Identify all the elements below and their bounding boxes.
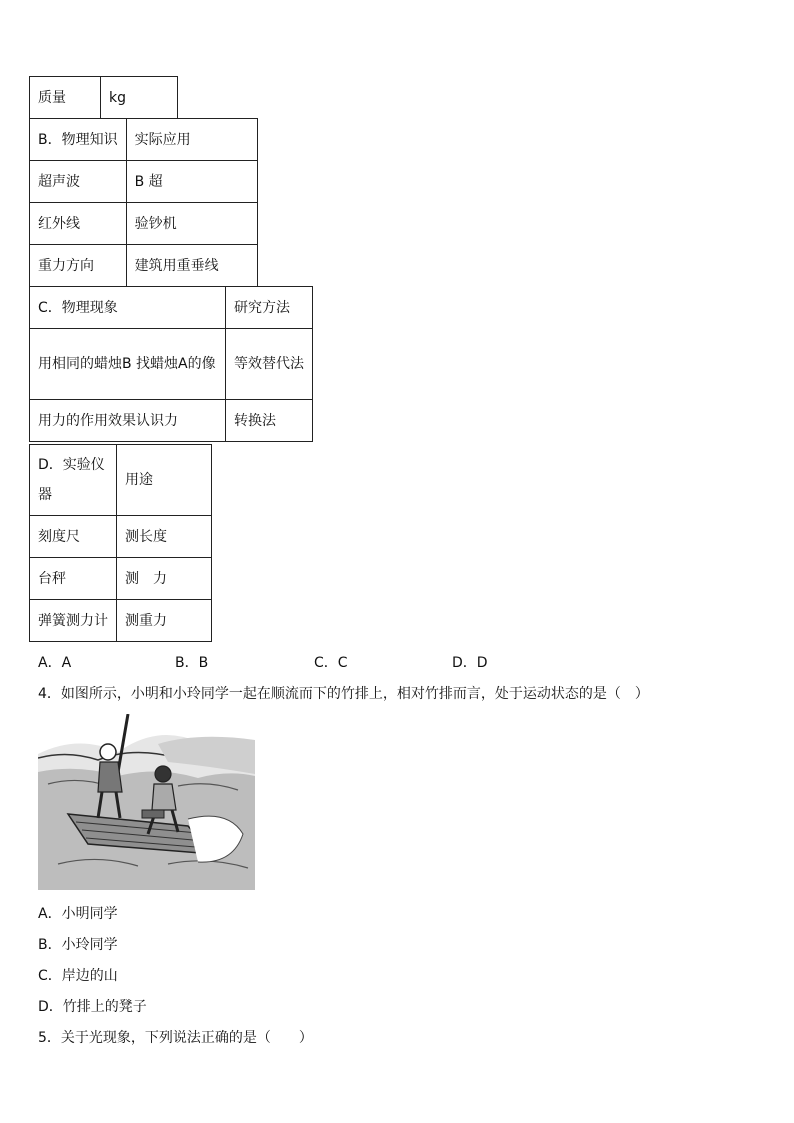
table-cell: 测重力 bbox=[117, 600, 212, 642]
table-cell: 弹簧测力计 bbox=[30, 600, 117, 642]
table-row bbox=[30, 203, 258, 245]
q3-option-a[interactable]: A．A bbox=[38, 655, 72, 671]
table-cell: 转换法 bbox=[226, 400, 313, 442]
table-row bbox=[30, 516, 212, 558]
table-physics-phenomena bbox=[29, 286, 313, 442]
q3-options bbox=[38, 652, 558, 672]
table-row bbox=[30, 445, 212, 516]
table-cell: 用力的作用效果认识力 bbox=[30, 400, 226, 442]
table-row bbox=[30, 161, 258, 203]
table-cell: 台秤 bbox=[30, 558, 117, 600]
table-cell: 红外线 bbox=[30, 203, 127, 245]
table-cell: 验钞机 bbox=[126, 203, 257, 245]
table-cell: 用途 bbox=[117, 445, 212, 516]
table-row bbox=[30, 245, 258, 287]
table-cell: 用相同的蜡烛B 找蜡烛A的像 bbox=[30, 329, 226, 400]
table-cell: 测 力 bbox=[117, 558, 212, 600]
table-cell: 重力方向 bbox=[30, 245, 127, 287]
q5-stem: 5．关于光现象，下列说法正确的是（ ） bbox=[38, 1030, 313, 1046]
q4-option-c[interactable]: C．岸边的山 bbox=[38, 968, 118, 984]
q4-option-a[interactable]: A．小明同学 bbox=[38, 906, 118, 922]
q3-option-c[interactable]: C．C bbox=[314, 655, 348, 671]
table-cell: 刻度尺 bbox=[30, 516, 117, 558]
q4-option-d[interactable]: D．竹排上的凳子 bbox=[38, 999, 147, 1015]
table-instruments bbox=[29, 444, 212, 642]
table-cell: 研究方法 bbox=[226, 287, 313, 329]
table-cell: B．物理知识 bbox=[30, 119, 127, 161]
table-cell: 建筑用重垂线 bbox=[126, 245, 257, 287]
q3-option-d[interactable]: D．D bbox=[452, 655, 488, 671]
table-cell: 测长度 bbox=[117, 516, 212, 558]
q4-option-b[interactable]: B．小玲同学 bbox=[38, 937, 118, 953]
table-row bbox=[30, 558, 212, 600]
q3-option-b[interactable]: B．B bbox=[175, 655, 209, 671]
table-cell: B 超 bbox=[126, 161, 257, 203]
table-row bbox=[30, 400, 313, 442]
table-cell: 等效替代法 bbox=[226, 329, 313, 400]
table-cell: kg bbox=[101, 77, 178, 119]
table-cell: 超声波 bbox=[30, 161, 127, 203]
table-physics-knowledge bbox=[29, 118, 258, 287]
table-cell: 实际应用 bbox=[126, 119, 257, 161]
table-row bbox=[30, 287, 313, 329]
table-row bbox=[30, 329, 313, 400]
table-cell: C．物理现象 bbox=[30, 287, 226, 329]
table-cell: 质量 bbox=[30, 77, 101, 119]
table-row bbox=[30, 600, 212, 642]
table-row bbox=[30, 119, 258, 161]
table-row bbox=[30, 77, 178, 119]
table-mass bbox=[29, 76, 178, 119]
q4-stem: 4．如图所示，小明和小玲同学一起在顺流而下的竹排上，相对竹排而言，处于运动状态的是（ ） bbox=[38, 686, 649, 702]
bamboo-raft-illustration bbox=[38, 714, 255, 890]
table-cell: D．实验仪器 bbox=[30, 445, 117, 516]
